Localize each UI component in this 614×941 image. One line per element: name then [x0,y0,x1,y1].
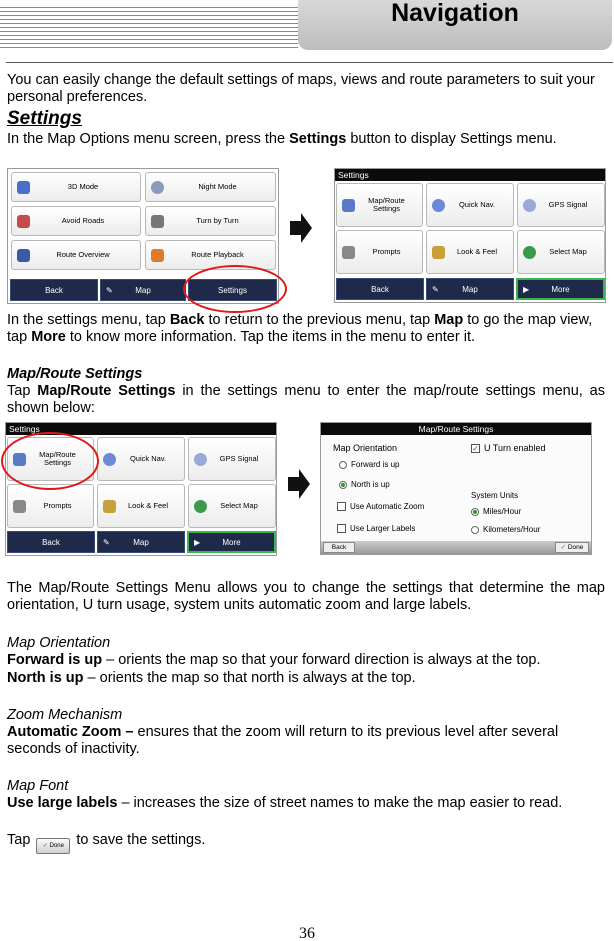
tile-prompts[interactable]: Prompts [336,230,423,274]
font-description: Use large labels – increases the size of street names to make the map easier to read. [7,795,563,811]
page-number: 36 [299,925,315,941]
tile-look-feel[interactable]: Look & Feel [426,230,514,274]
back-button[interactable]: Back [336,278,424,300]
back-button[interactable]: Back [323,542,355,553]
night-mode-icon [151,181,164,194]
map-button[interactable]: ✎ Map [100,279,186,301]
header-rule [6,62,613,63]
done-button[interactable]: ✓ Done [555,542,589,553]
route-playback-icon [151,249,164,262]
tile-quick-nav[interactable]: Quick Nav. [426,183,514,227]
pencil-icon: ✎ [103,537,110,547]
globe-icon [523,246,536,259]
orientation-label: Map Orientation [333,443,398,453]
orientation-heading: Map Orientation [7,635,111,651]
tile-route-overview[interactable]: Route Overview [11,240,141,270]
tile-prompts[interactable]: Prompts [7,484,94,528]
north-is-up-radio[interactable]: North is up [339,480,390,489]
check-icon: ✓ [560,544,567,551]
zoom-description: Automatic Zoom – ensures that the zoom will return to its previous level after several seconds of inactivity. [7,724,559,757]
tile-night-mode[interactable]: Night Mode [145,172,276,202]
font-heading: Map Font [7,778,69,794]
globe-icon [194,500,207,513]
tile-avoid-roads[interactable]: Avoid Roads [11,206,141,236]
tap-instruction: Tap ✓ Done to save the settings. [7,832,605,854]
tile-gps-signal[interactable]: GPS Signal [517,183,605,227]
back-button[interactable]: Back [10,279,98,301]
nav-paragraph: In the settings menu, tap Back to return to the previous menu, tap Map to go the map view, tap More to know more information. Tap the items in the menu to enter it. [7,312,593,345]
forward-description: Forward is up – orients the map so that your forward direction is always at the top. [7,652,541,668]
tile-3d-mode[interactable]: 3D Mode [11,172,141,202]
gps-signal-icon [523,199,536,212]
pencil-icon: ✎ [106,285,113,295]
pencil-icon: ✎ [432,284,439,294]
summary-paragraph: The Map/Route Settings Menu allows you to change the settings that determine the map orientation, U turn usage, system units automatic zoom and large labels. [7,580,605,613]
look-feel-icon [432,246,445,259]
tile-map-route-settings[interactable]: Map/Route Settings [336,183,423,227]
map-route-title-bar: Map/Route Settings [321,423,591,435]
look-feel-icon [103,500,116,513]
check-icon: ✓ [42,843,48,849]
miles-hour-radio[interactable]: Miles/Hour [471,507,521,516]
header-decoration [0,4,298,48]
auto-zoom-checkbox[interactable]: Use Automatic Zoom [337,502,424,511]
map-button[interactable]: ✎ Map [97,531,185,553]
arrow-right-icon [290,212,312,244]
play-icon: ▶ [523,284,530,294]
back-button[interactable]: Back [7,531,95,553]
quick-nav-icon [103,453,116,466]
route-overview-icon [17,249,30,262]
highlight-circle [183,265,287,313]
settings-menu-screenshot [334,168,606,303]
highlight-circle [1,432,99,490]
settings-title-bar: Settings [6,423,276,435]
tile-turn-by-turn[interactable]: Turn by Turn [145,206,276,236]
zoom-heading: Zoom Mechanism [7,707,123,723]
tile-map-route-settings[interactable]: Map/Route Settings [7,437,94,481]
map-route-heading: Map/Route Settings [7,366,143,382]
done-button-image: ✓ Done [36,838,70,854]
tile-select-map[interactable]: Select Map [188,484,276,528]
more-button[interactable]: ▶ More [516,278,605,300]
north-description: North is up – orients the map so that north is always at the top. [7,670,416,686]
gps-signal-icon [194,453,207,466]
system-units-label: System Units [471,491,519,500]
forward-is-up-radio[interactable]: Forward is up [339,460,399,469]
km-hour-radio[interactable]: Kilometers/Hour [471,525,540,534]
check-icon: ✓ [472,443,479,453]
larger-labels-checkbox[interactable]: Use Larger Labels [337,524,415,533]
map-route-settings-screenshot [320,422,592,555]
tile-look-feel[interactable]: Look & Feel [97,484,185,528]
intro-paragraph: You can easily change the default settings of maps, views and route parameters to suit your personal preferences. [7,72,595,105]
turn-by-turn-icon [151,215,164,228]
settings-paragraph: In the Map Options menu screen, press the Settings button to display Settings menu. [7,131,557,147]
tile-gps-signal[interactable]: GPS Signal [188,437,276,481]
tile-select-map[interactable]: Select Map [517,230,605,274]
settings-button[interactable]: Settings [188,279,277,301]
settings-heading: Settings [7,108,82,129]
settings-title-bar: Settings [335,169,605,181]
quick-nav-icon [432,199,445,212]
3d-mode-icon [17,181,30,194]
u-turn-checkbox[interactable]: ✓ U Turn enabled [472,443,546,453]
play-icon: ▶ [194,537,201,547]
more-button[interactable]: ▶ More [187,531,276,553]
avoid-roads-icon [17,215,30,228]
tile-quick-nav[interactable]: Quick Nav. [97,437,185,481]
map-route-paragraph: Tap Map/Route Settings in the settings menu to enter the map/route settings menu, as shown below: [7,383,605,416]
prompts-icon [342,246,355,259]
map-button[interactable]: ✎ Map [426,278,514,300]
tile-route-playback[interactable]: Route Playback [145,240,276,270]
page-title: Navigation [391,0,519,27]
bottom-bar [321,541,591,554]
map-route-icon [342,199,355,212]
prompts-icon [13,500,26,513]
arrow-right-icon [288,468,310,500]
